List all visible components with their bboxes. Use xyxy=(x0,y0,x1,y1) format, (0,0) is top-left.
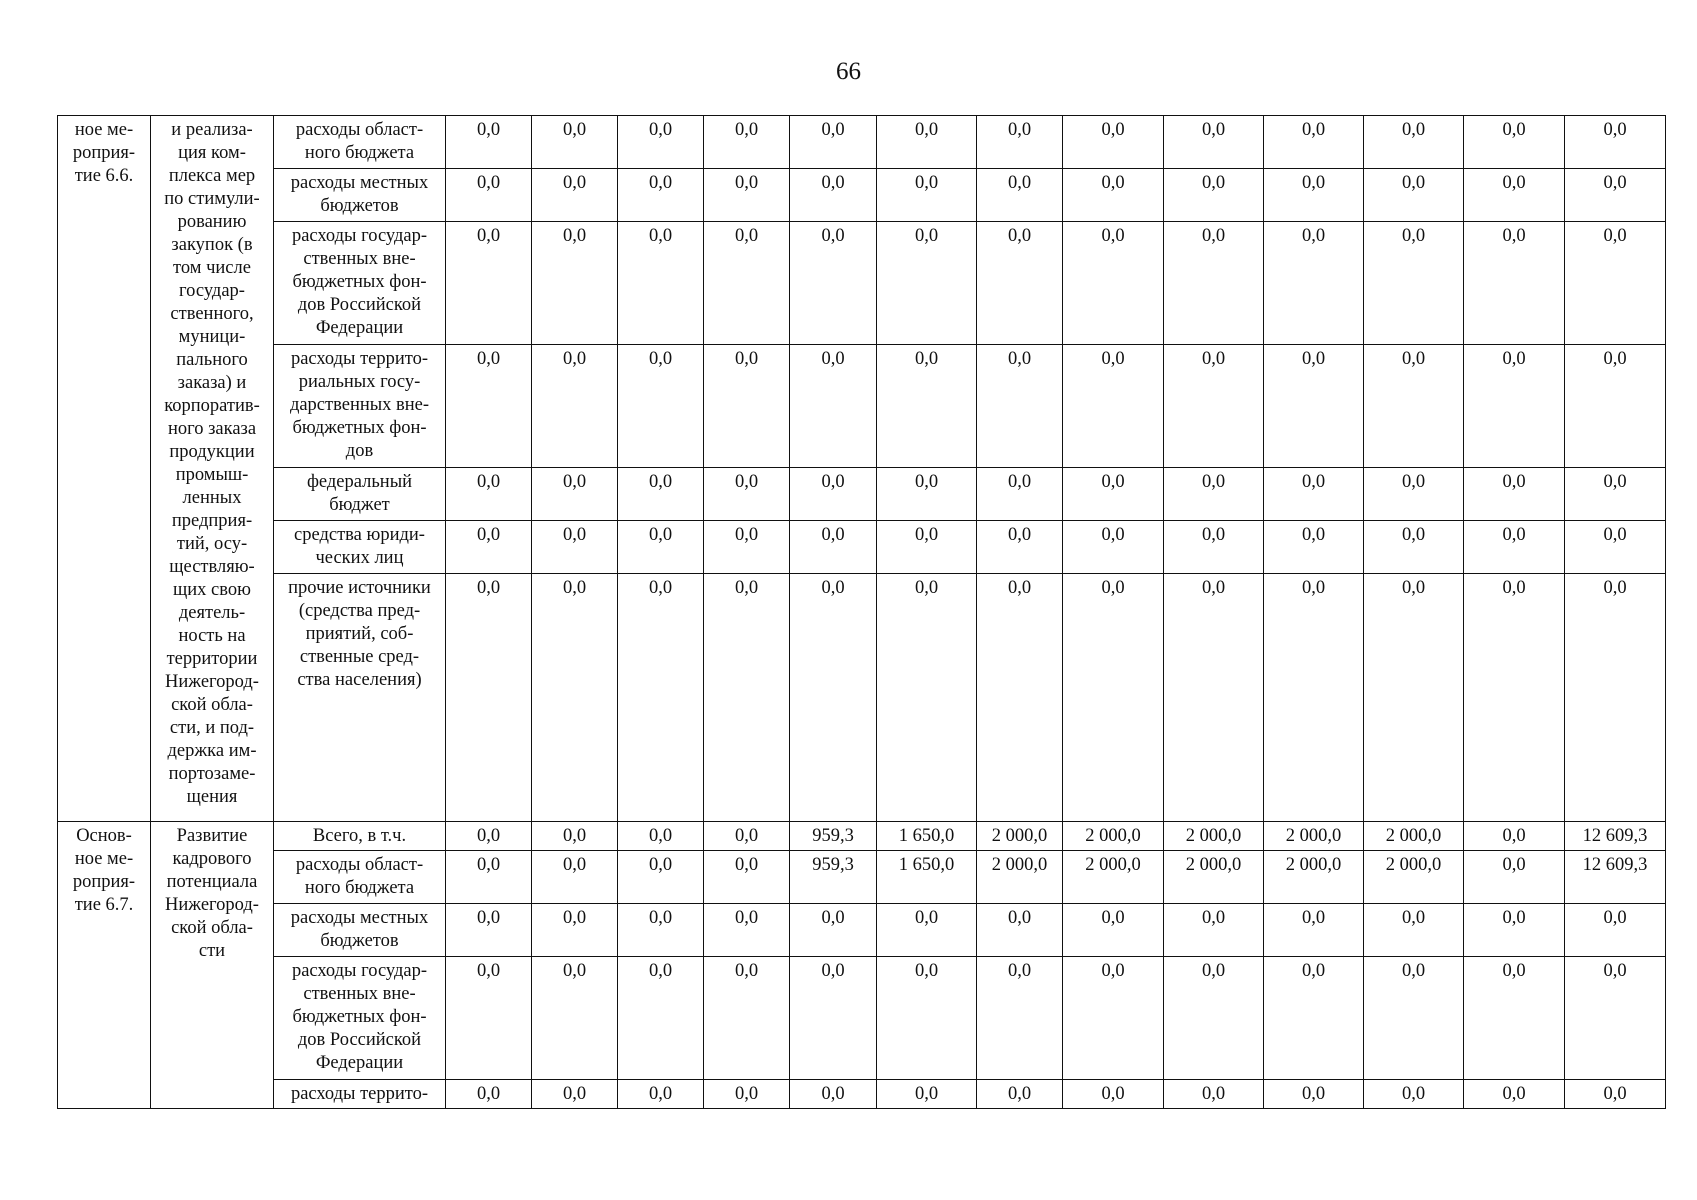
value-cell: 0,0 xyxy=(1364,222,1464,345)
table-row xyxy=(58,957,1666,1080)
value-cell: 2 000,0 xyxy=(1264,822,1364,851)
value-cell: 1 650,0 xyxy=(877,851,977,904)
value-cell: 0,0 xyxy=(977,904,1063,957)
value-cell: 0,0 xyxy=(1364,1080,1464,1109)
funding-source-cell: расходы государ- ственных вне- бюджетных фон- дов Российской Федерации xyxy=(274,957,446,1080)
value-cell: 0,0 xyxy=(1164,345,1264,468)
value-cell: 2 000,0 xyxy=(977,822,1063,851)
funding-source-cell: расходы террито- риальных госу- дарственных вне- бюджетных фон- дов xyxy=(274,345,446,468)
value-cell: 0,0 xyxy=(877,957,977,1080)
value-cell: 0,0 xyxy=(1565,468,1666,521)
funding-source-cell: расходы местных бюджетов xyxy=(274,169,446,222)
table-row xyxy=(58,904,1666,957)
value-cell: 0,0 xyxy=(1264,1080,1364,1109)
value-cell: 0,0 xyxy=(1164,222,1264,345)
value-cell: 0,0 xyxy=(1264,468,1364,521)
value-cell: 0,0 xyxy=(1464,345,1565,468)
value-cell: 0,0 xyxy=(446,222,532,345)
table-row xyxy=(58,822,1666,851)
value-cell: 0,0 xyxy=(977,521,1063,574)
value-cell: 0,0 xyxy=(618,521,704,574)
value-cell: 959,3 xyxy=(790,822,877,851)
value-cell: 0,0 xyxy=(1565,1080,1666,1109)
value-cell: 0,0 xyxy=(446,957,532,1080)
funding-source-cell: прочие источники (средства пред- приятий, соб- ственные сред- ства населения) xyxy=(274,574,446,822)
value-cell: 0,0 xyxy=(446,116,532,169)
measure-name-cell: и реализа- ция ком- плекса мер по стимули- рованию закупок (в том числе государ- ственного, муници- пального заказа) и корпоратив- ного заказа продукции промыш- ленных предприя- тий, осу- ществляю- щих свою деятель- ность на территории Нижегород- ской обла- сти, и под- держка им- портозаме- щения xyxy=(151,116,274,822)
value-cell: 0,0 xyxy=(1063,468,1164,521)
value-cell: 0,0 xyxy=(790,574,877,822)
value-cell: 12 609,3 xyxy=(1565,851,1666,904)
value-cell: 0,0 xyxy=(1464,574,1565,822)
value-cell: 0,0 xyxy=(618,468,704,521)
value-cell: 0,0 xyxy=(877,468,977,521)
value-cell: 0,0 xyxy=(1364,574,1464,822)
measure-number-cell: ное ме- роприя- тие 6.6. xyxy=(58,116,151,822)
table-row xyxy=(58,222,1666,345)
value-cell: 0,0 xyxy=(704,222,790,345)
value-cell: 2 000,0 xyxy=(1063,822,1164,851)
value-cell: 1 650,0 xyxy=(877,822,977,851)
value-cell: 0,0 xyxy=(790,957,877,1080)
value-cell: 0,0 xyxy=(790,222,877,345)
value-cell: 0,0 xyxy=(1063,345,1164,468)
value-cell: 0,0 xyxy=(704,345,790,468)
value-cell: 0,0 xyxy=(790,345,877,468)
funding-source-cell: расходы местных бюджетов xyxy=(274,904,446,957)
value-cell: 0,0 xyxy=(1063,957,1164,1080)
value-cell: 0,0 xyxy=(618,222,704,345)
value-cell: 0,0 xyxy=(1264,521,1364,574)
value-cell: 2 000,0 xyxy=(1364,851,1464,904)
value-cell: 0,0 xyxy=(790,116,877,169)
value-cell: 0,0 xyxy=(1164,169,1264,222)
value-cell: 2 000,0 xyxy=(1364,822,1464,851)
value-cell: 0,0 xyxy=(1063,169,1164,222)
value-cell: 0,0 xyxy=(446,468,532,521)
value-cell: 0,0 xyxy=(1164,521,1264,574)
value-cell: 0,0 xyxy=(618,574,704,822)
table-row xyxy=(58,521,1666,574)
value-cell: 2 000,0 xyxy=(977,851,1063,904)
value-cell: 0,0 xyxy=(1364,116,1464,169)
value-cell: 0,0 xyxy=(1364,957,1464,1080)
value-cell: 0,0 xyxy=(790,904,877,957)
value-cell: 0,0 xyxy=(1164,574,1264,822)
value-cell: 0,0 xyxy=(1063,574,1164,822)
value-cell: 0,0 xyxy=(1565,521,1666,574)
table-row xyxy=(58,851,1666,904)
value-cell: 0,0 xyxy=(704,574,790,822)
value-cell: 0,0 xyxy=(877,169,977,222)
value-cell: 0,0 xyxy=(790,1080,877,1109)
value-cell: 0,0 xyxy=(618,116,704,169)
value-cell: 0,0 xyxy=(1464,521,1565,574)
value-cell: 0,0 xyxy=(1464,957,1565,1080)
value-cell: 0,0 xyxy=(532,822,618,851)
value-cell: 0,0 xyxy=(877,521,977,574)
value-cell: 0,0 xyxy=(1063,904,1164,957)
funding-source-cell: средства юриди- ческих лиц xyxy=(274,521,446,574)
value-cell: 0,0 xyxy=(1164,957,1264,1080)
value-cell: 2 000,0 xyxy=(1264,851,1364,904)
funding-source-cell: федеральный бюджет xyxy=(274,468,446,521)
value-cell: 0,0 xyxy=(1565,345,1666,468)
value-cell: 0,0 xyxy=(618,851,704,904)
value-cell: 0,0 xyxy=(790,169,877,222)
value-cell: 0,0 xyxy=(532,345,618,468)
value-cell: 0,0 xyxy=(532,957,618,1080)
value-cell: 0,0 xyxy=(532,904,618,957)
value-cell: 0,0 xyxy=(704,851,790,904)
value-cell: 0,0 xyxy=(1063,1080,1164,1109)
value-cell: 0,0 xyxy=(1264,345,1364,468)
value-cell: 0,0 xyxy=(877,116,977,169)
value-cell: 0,0 xyxy=(704,521,790,574)
value-cell: 2 000,0 xyxy=(1164,851,1264,904)
value-cell: 959,3 xyxy=(790,851,877,904)
funding-source-cell: расходы област- ного бюджета xyxy=(274,116,446,169)
value-cell: 0,0 xyxy=(704,169,790,222)
value-cell: 0,0 xyxy=(446,822,532,851)
value-cell: 0,0 xyxy=(1364,468,1464,521)
value-cell: 0,0 xyxy=(446,1080,532,1109)
value-cell: 0,0 xyxy=(1464,468,1565,521)
value-cell: 0,0 xyxy=(532,468,618,521)
table-row xyxy=(58,169,1666,222)
value-cell: 0,0 xyxy=(618,904,704,957)
value-cell: 0,0 xyxy=(532,1080,618,1109)
value-cell: 0,0 xyxy=(1464,822,1565,851)
value-cell: 2 000,0 xyxy=(1063,851,1164,904)
value-cell: 0,0 xyxy=(446,169,532,222)
value-cell: 0,0 xyxy=(790,468,877,521)
value-cell: 0,0 xyxy=(618,345,704,468)
value-cell: 0,0 xyxy=(1565,957,1666,1080)
value-cell: 0,0 xyxy=(1164,904,1264,957)
value-cell: 0,0 xyxy=(532,222,618,345)
budget-table-body xyxy=(58,116,1666,1109)
value-cell: 0,0 xyxy=(704,822,790,851)
value-cell: 0,0 xyxy=(1364,345,1464,468)
value-cell: 0,0 xyxy=(1164,468,1264,521)
value-cell: 0,0 xyxy=(704,904,790,957)
value-cell: 0,0 xyxy=(1164,1080,1264,1109)
value-cell: 0,0 xyxy=(877,904,977,957)
value-cell: 0,0 xyxy=(532,851,618,904)
value-cell: 0,0 xyxy=(446,521,532,574)
value-cell: 0,0 xyxy=(977,574,1063,822)
value-cell: 0,0 xyxy=(446,574,532,822)
value-cell: 0,0 xyxy=(1364,521,1464,574)
value-cell: 0,0 xyxy=(877,222,977,345)
value-cell: 0,0 xyxy=(977,957,1063,1080)
value-cell: 0,0 xyxy=(1364,904,1464,957)
value-cell: 0,0 xyxy=(877,1080,977,1109)
value-cell: 0,0 xyxy=(1164,116,1264,169)
value-cell: 0,0 xyxy=(877,574,977,822)
value-cell: 0,0 xyxy=(618,1080,704,1109)
table-row xyxy=(58,468,1666,521)
value-cell: 0,0 xyxy=(446,345,532,468)
value-cell: 0,0 xyxy=(704,1080,790,1109)
value-cell: 0,0 xyxy=(1264,116,1364,169)
value-cell: 0,0 xyxy=(1264,169,1364,222)
table-row xyxy=(58,345,1666,468)
value-cell: 0,0 xyxy=(618,169,704,222)
value-cell: 0,0 xyxy=(1565,169,1666,222)
budget-table xyxy=(57,115,1666,1109)
value-cell: 0,0 xyxy=(1464,851,1565,904)
value-cell: 0,0 xyxy=(1264,904,1364,957)
value-cell: 0,0 xyxy=(1264,574,1364,822)
value-cell: 0,0 xyxy=(532,521,618,574)
value-cell: 0,0 xyxy=(1565,904,1666,957)
measure-number-cell: Основ- ное ме- роприя- тие 6.7. xyxy=(58,822,151,1109)
value-cell: 0,0 xyxy=(977,1080,1063,1109)
value-cell: 0,0 xyxy=(446,851,532,904)
value-cell: 2 000,0 xyxy=(1164,822,1264,851)
value-cell: 0,0 xyxy=(1565,574,1666,822)
value-cell: 0,0 xyxy=(1565,222,1666,345)
value-cell: 0,0 xyxy=(1063,116,1164,169)
value-cell: 0,0 xyxy=(704,116,790,169)
value-cell: 0,0 xyxy=(1464,1080,1565,1109)
page-number: 66 xyxy=(836,58,861,85)
value-cell: 0,0 xyxy=(977,345,1063,468)
value-cell: 0,0 xyxy=(1464,169,1565,222)
value-cell: 0,0 xyxy=(704,957,790,1080)
value-cell: 0,0 xyxy=(446,904,532,957)
value-cell: 0,0 xyxy=(618,957,704,1080)
funding-source-cell: Всего, в т.ч. xyxy=(274,822,446,851)
value-cell: 0,0 xyxy=(1364,169,1464,222)
value-cell: 0,0 xyxy=(532,574,618,822)
value-cell: 0,0 xyxy=(1063,222,1164,345)
value-cell: 0,0 xyxy=(977,222,1063,345)
table-row xyxy=(58,574,1666,822)
value-cell: 0,0 xyxy=(1464,904,1565,957)
measure-name-cell: Развитие кадрового потенциала Нижегород- ской обла- сти xyxy=(151,822,274,1109)
funding-source-cell: расходы государ- ственных вне- бюджетных фон- дов Российской Федерации xyxy=(274,222,446,345)
value-cell: 0,0 xyxy=(877,345,977,468)
value-cell: 0,0 xyxy=(532,116,618,169)
value-cell: 0,0 xyxy=(1264,222,1364,345)
value-cell: 0,0 xyxy=(532,169,618,222)
value-cell: 0,0 xyxy=(977,169,1063,222)
funding-source-cell: расходы област- ного бюджета xyxy=(274,851,446,904)
funding-source-cell: расходы террито- xyxy=(274,1080,446,1109)
value-cell: 0,0 xyxy=(1063,521,1164,574)
value-cell: 0,0 xyxy=(977,116,1063,169)
value-cell: 0,0 xyxy=(790,521,877,574)
value-cell: 0,0 xyxy=(618,822,704,851)
value-cell: 0,0 xyxy=(977,468,1063,521)
value-cell: 0,0 xyxy=(1264,957,1364,1080)
table-row xyxy=(58,1080,1666,1109)
table-row xyxy=(58,116,1666,169)
value-cell: 0,0 xyxy=(1565,116,1666,169)
value-cell: 12 609,3 xyxy=(1565,822,1666,851)
value-cell: 0,0 xyxy=(1464,116,1565,169)
value-cell: 0,0 xyxy=(704,468,790,521)
value-cell: 0,0 xyxy=(1464,222,1565,345)
